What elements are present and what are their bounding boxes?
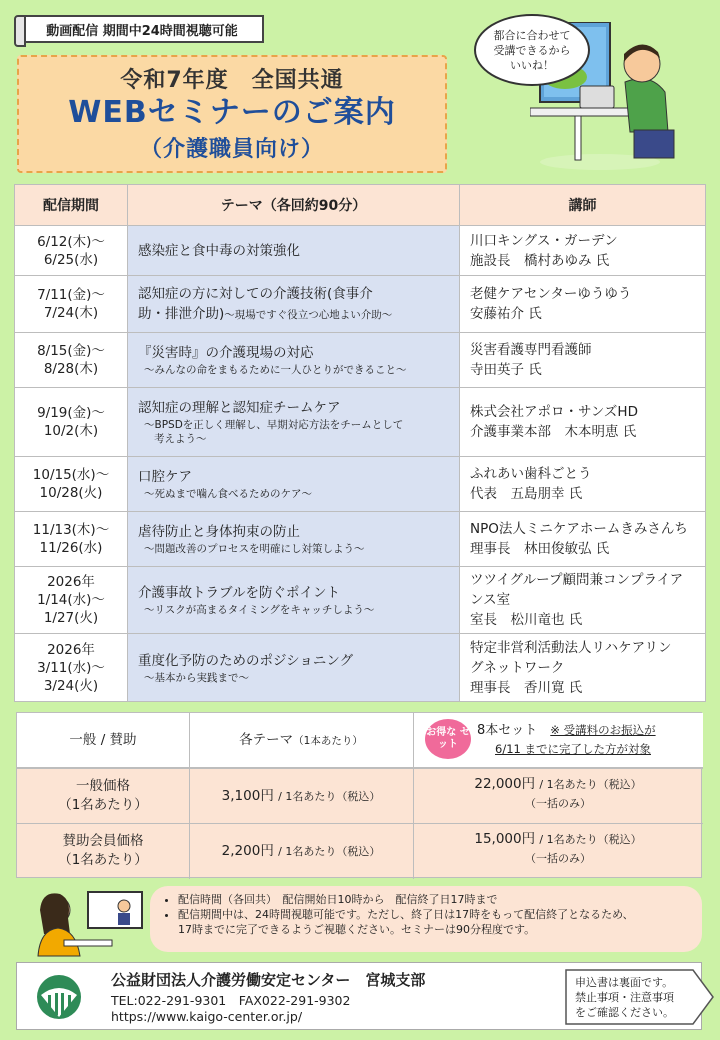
period-end: 1/27(火) bbox=[43, 610, 99, 626]
table-row bbox=[15, 512, 706, 567]
lecturer-cell bbox=[460, 333, 706, 388]
note-item bbox=[178, 907, 690, 937]
theme-subtitle-cont: 考えよう～ bbox=[154, 433, 207, 445]
member-title: 賛助会員価格 bbox=[62, 833, 144, 849]
price-header-type: 一般 / 賛助 bbox=[69, 732, 137, 748]
header-period: 配信期間 bbox=[15, 185, 128, 226]
price-header-theme-label: 各テーマ bbox=[239, 732, 294, 748]
callout-line2: 禁止事項・注意事項 bbox=[575, 991, 674, 1004]
lecturer-name: 理事長 香川寛 氏 bbox=[470, 679, 583, 696]
period-cell bbox=[15, 512, 128, 567]
period-start: 8/15(金)～ bbox=[37, 343, 105, 359]
deal-badge: お得な セット bbox=[425, 719, 471, 759]
header-lecturer: 講師 bbox=[460, 185, 706, 226]
lecturer-org: ふれあい歯科ごとう bbox=[470, 466, 592, 482]
theme-subtitle: ～みんなの命をまもるために一人ひとりができること～ bbox=[144, 364, 407, 376]
period-cell bbox=[15, 276, 128, 333]
period-start: 3/11(水)～ bbox=[37, 659, 105, 676]
table-row bbox=[15, 567, 706, 634]
footer bbox=[16, 962, 702, 1030]
banner-text: 動画配信 期間中24時間視聴可能 bbox=[46, 23, 238, 39]
lecturer-cell bbox=[460, 634, 706, 702]
period-start: 7/11(金)～ bbox=[37, 287, 105, 303]
member-set-note: （一括のみ） bbox=[525, 852, 591, 865]
period-end: 7/24(木) bbox=[43, 305, 99, 321]
theme-cell bbox=[128, 388, 460, 457]
period-start: 6/12(木)～ bbox=[37, 233, 105, 250]
lecturer-org: ツツイグループ顧問兼コンプライア bbox=[470, 572, 684, 588]
period-cell bbox=[15, 634, 128, 702]
member-set-price bbox=[413, 830, 703, 868]
lecturer-name: 理事長 林田俊敏弘 氏 bbox=[470, 541, 610, 557]
theme-subtitle: ～リスクが高まるタイミングをキャッチしよう～ bbox=[144, 604, 375, 616]
theme-cell bbox=[128, 457, 460, 512]
general-label bbox=[17, 777, 189, 815]
lecturer-cell bbox=[460, 388, 706, 457]
period-cell bbox=[15, 567, 128, 634]
period-start: 11/13(木)～ bbox=[32, 522, 110, 538]
lecturer-cell bbox=[460, 512, 706, 567]
period-start: 10/15(水)～ bbox=[32, 467, 110, 483]
period-start: 1/14(水)～ bbox=[37, 592, 105, 608]
theme-subtitle: ～問題改善のプロセスを明確にし対策しよう～ bbox=[144, 543, 365, 555]
period-cell bbox=[15, 333, 128, 388]
price-header-set-note2: 6/11 までに完了した方が対象 bbox=[495, 742, 651, 756]
schedule-header-row bbox=[15, 185, 706, 226]
lecturer-org-cont: グネットワーク bbox=[470, 659, 565, 676]
price-header-theme-sub: （1本あたり） bbox=[293, 735, 363, 747]
theme-cell bbox=[128, 512, 460, 567]
woman-computer-illustration bbox=[28, 886, 148, 958]
lecturer-org: 特定非営利活動法人リハケアリン bbox=[470, 639, 672, 656]
lecturer-cell bbox=[460, 276, 706, 333]
theme-title: 介護事故トラブルを防ぐポイント bbox=[138, 585, 340, 601]
lecturer-org: 災害看護専門看護師 bbox=[470, 342, 592, 358]
lecturer-org: 川口キングス・ガーデン bbox=[470, 232, 618, 249]
contact-phone: TEL:022-291-9301 FAX022-291-9302 bbox=[111, 993, 351, 1008]
member-set-unit: / 1名あたり（税込） bbox=[539, 833, 642, 846]
general-title: 一般価格 bbox=[76, 778, 130, 794]
general-theme-unit: / 1名あたり（税込） bbox=[278, 790, 381, 803]
general-set-unit: / 1名あたり（税込） bbox=[539, 778, 642, 791]
member-theme-unit: / 1名あたり（税込） bbox=[278, 845, 381, 858]
lecturer-org: 老健ケアセンターゆうゆう bbox=[470, 286, 632, 302]
website-link[interactable]: https://www.kaigo-center.or.jp/ bbox=[111, 1009, 303, 1024]
price-header-set-note: ※ 受講料のお振込が bbox=[550, 723, 656, 737]
member-set-amount: 15,000円 bbox=[474, 831, 536, 847]
theme-title: 口腔ケア bbox=[138, 469, 192, 485]
price-header-set bbox=[477, 721, 656, 740]
callout-text bbox=[575, 975, 674, 1020]
notes-box bbox=[150, 886, 702, 952]
theme-cell bbox=[128, 333, 460, 388]
theme-title: 虐待防止と身体拘束の防止 bbox=[138, 524, 300, 540]
lecturer-name: 寺田英子 氏 bbox=[470, 362, 542, 378]
theme-title: 『災害時』の介護現場の対応 bbox=[138, 345, 314, 361]
general-set-price bbox=[413, 775, 703, 813]
theme-subtitle: ～基本から実践まで～ bbox=[144, 671, 249, 684]
member-theme-amount: 2,200円 bbox=[221, 843, 274, 859]
organization-logo-icon bbox=[35, 973, 83, 1021]
header-theme: テーマ（各回約90分） bbox=[128, 185, 460, 226]
lecturer-cell bbox=[460, 226, 706, 276]
bubble-line3: いいね！ bbox=[510, 58, 554, 72]
speech-bubble bbox=[474, 14, 590, 86]
theme-subtitle: ～死ぬまで噛ん食べるためのケア～ bbox=[144, 488, 312, 500]
table-row bbox=[15, 634, 706, 702]
period-cell bbox=[15, 457, 128, 512]
theme-cell bbox=[128, 226, 460, 276]
member-theme-price bbox=[189, 842, 413, 861]
member-per: （1名あたり） bbox=[58, 852, 148, 868]
table-row bbox=[15, 226, 706, 276]
table-row bbox=[15, 333, 706, 388]
general-per: （1名あたり） bbox=[58, 797, 148, 813]
lecturer-cell bbox=[460, 457, 706, 512]
lecturer-name: 代表 五島朋幸 氏 bbox=[470, 486, 583, 502]
bubble-line2: 受講できるから bbox=[493, 43, 571, 57]
delivery-banner bbox=[20, 15, 264, 43]
member-label bbox=[17, 832, 189, 870]
lecturer-org-cont: ンス室 bbox=[470, 592, 511, 608]
lecturer-name: 介護事業本部 木本明恵 氏 bbox=[470, 424, 637, 440]
theme-cell bbox=[128, 276, 460, 333]
period-end: 6/25(水) bbox=[43, 251, 99, 268]
theme-subtitle: ～現場ですぐ役立つ心地よい介助～ bbox=[224, 308, 393, 321]
price-table bbox=[16, 712, 702, 878]
period-year: 2026年 bbox=[47, 574, 95, 590]
period-end: 8/28(木) bbox=[43, 361, 99, 377]
general-theme-amount: 3,100円 bbox=[221, 788, 274, 804]
theme-title: 感染症と食中毒の対策強化 bbox=[138, 242, 300, 259]
period-end: 11/26(水) bbox=[39, 540, 103, 556]
period-year: 2026年 bbox=[47, 641, 95, 658]
period-end: 3/24(火) bbox=[43, 677, 99, 694]
title-line3: （介護職員向け） bbox=[139, 137, 324, 162]
price-header-set-label: 8本セット bbox=[477, 723, 538, 738]
table-row bbox=[15, 388, 706, 457]
period-cell bbox=[15, 226, 128, 276]
theme-cell bbox=[128, 567, 460, 634]
general-set-note: （一括のみ） bbox=[525, 797, 591, 810]
title-line1: 令和7年度 全国共通 bbox=[120, 68, 344, 93]
lecturer-name: 施設長 橋村あゆみ 氏 bbox=[470, 252, 610, 269]
period-end: 10/2(木) bbox=[43, 423, 99, 439]
note-item: • 配信時間（各回共） 配信開始日10時から 配信終了日17時まで bbox=[178, 892, 690, 907]
title-line2: WEBセミナーのご案内 bbox=[68, 95, 396, 130]
table-row bbox=[15, 276, 706, 333]
table-row bbox=[15, 457, 706, 512]
period-end: 10/28(火) bbox=[39, 485, 103, 501]
title-box bbox=[17, 55, 447, 173]
note-text: 配信期間中は、24時間視聴可能です。ただし、終了日は17時をもって配信終了となるため、 bbox=[178, 908, 634, 921]
general-set-amount: 22,000円 bbox=[474, 776, 536, 792]
period-start: 9/19(金)～ bbox=[37, 405, 105, 421]
lecturer-name: 安藤祐介 氏 bbox=[470, 306, 542, 322]
note-text-cont: 17時までに完了できるようご視聴ください。セミナーは90分程度です。 bbox=[178, 923, 536, 936]
org-name: 公益財団法人介護労働安定センター 宮城支部 bbox=[111, 971, 426, 989]
theme-title: 認知症の理解と認知症チームケア bbox=[138, 400, 341, 416]
price-header-theme bbox=[189, 731, 413, 751]
schedule-table bbox=[14, 184, 706, 702]
lecturer-org: 株式会社アポロ・サンズHD bbox=[470, 404, 638, 420]
theme-cell bbox=[128, 634, 460, 702]
callout-line1: 申込書は裏面です。 bbox=[575, 976, 674, 989]
callout-line3: をご確認ください。 bbox=[575, 1006, 674, 1019]
theme-title: 重度化予防のためのポジショニング bbox=[138, 652, 354, 669]
period-cell bbox=[15, 388, 128, 457]
general-theme-price bbox=[189, 787, 413, 806]
lecturer-org: NPO法人ミニケアホームきみさんち bbox=[470, 521, 688, 537]
bubble-line1: 都合に合わせて bbox=[493, 28, 571, 42]
theme-title-cont: 助・排泄介助) bbox=[138, 305, 225, 322]
lecturer-cell bbox=[460, 567, 706, 634]
theme-subtitle: ～BPSDを正しく理解し、早期対応方法をチームとして bbox=[144, 419, 404, 431]
lecturer-name: 室長 松川竜也 氏 bbox=[470, 612, 583, 628]
theme-title: 認知症の方に対しての介護技術(食事介 bbox=[138, 285, 373, 302]
